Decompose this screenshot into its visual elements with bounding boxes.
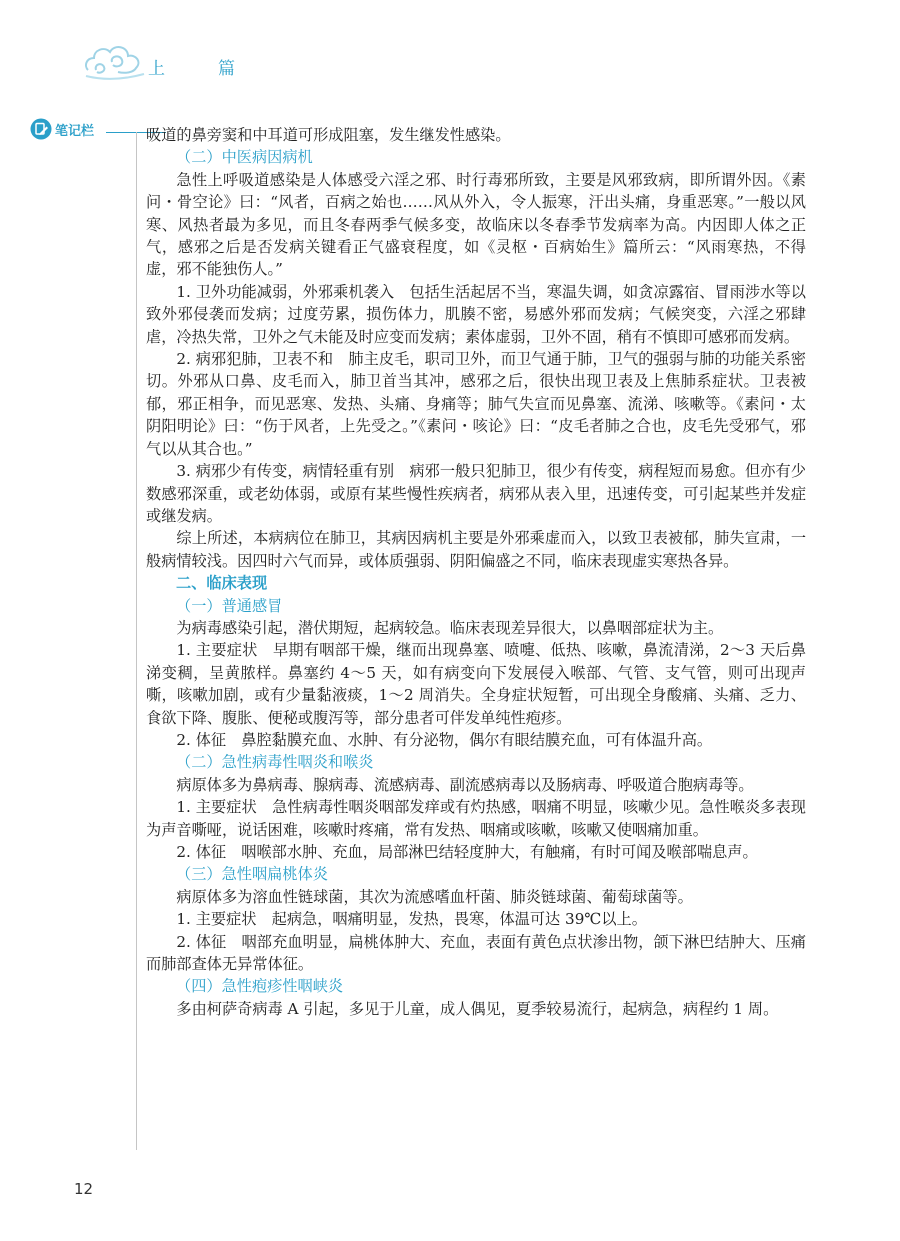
paragraph: 为病毒感染引起，潜伏期短，起病较急。临床表现差异很大，以鼻咽部症状为主。 <box>176 618 724 637</box>
margin-rule <box>136 132 137 1150</box>
subheading: （三）急性咽扁桃体炎 <box>176 865 328 884</box>
notes-label: 笔记栏 <box>55 124 95 139</box>
paragraph: 3. 病邪少有传变，病情轻重有别 病邪一般只犯肺卫，很少有传变，病程短而易愈。但亦有少数感邪深重，或老幼体弱，或原有某些慢性疾病者，病邪从表入里，迅速传变，可引起某些并发症或继发病。 <box>146 462 806 525</box>
subheading: （一）普通感冒 <box>176 596 283 615</box>
paragraph: 2. 体征 咽部充血明显，扁桃体肿大、充血，表面有黄色点状渗出物，颌下淋巴结肿大、压痛而肺部查体无异常体征。 <box>146 932 806 974</box>
paragraph: 1. 卫外功能减弱，外邪乘机袭入 包括生活起居不当，寒温失调，如贪凉露宿、冒雨涉水等以致外邪侵袭而发病；过度劳累，损伤体力，肌腠不密，易感外邪而发病；气候突变，六淫之邪肆虐，冷热失常，卫外之气未能及时应变而发病；素体虚弱，卫外不固，稍有不慎即可感邪而发病。 <box>146 282 806 346</box>
cloud-ornament-icon <box>82 40 146 84</box>
notebook-pen-icon <box>30 118 52 140</box>
paragraph: 病原体多为鼻病毒、腺病毒、流感病毒、副流感病毒以及肠病毒、呼吸道合胞病毒等。 <box>176 775 754 794</box>
subheading: （二）中医病因病机 <box>176 148 313 167</box>
paragraph: 1. 主要症状 早期有咽部干燥，继而出现鼻塞、喷嚏、低热、咳嗽，鼻流清涕，2～3 天后鼻涕变稠，呈黄脓样。鼻塞约 4～5 天，如有病变向下发展侵入喉部、气管、支气管，则可出现声嘶，咳嗽加剧，或有少量黏液痰，1～2 周消失。全身症状短暂，可出现全身酸痛、头痛、乏力、食欲下降、腹胀、便秘或腹泻等，部分患者可伴发单纯性疱疹。 <box>146 641 806 727</box>
page-header <box>82 40 342 100</box>
paragraph: 吸道的鼻旁窦和中耳道可形成阻塞，发生继发性感染。 <box>146 126 511 144</box>
paragraph: 综上所述，本病病位在肺卫，其病因病机主要是外邪乘虚而入，以致卫表被郁，肺失宣肃，一般病情较浅。因四时六气而异，或体质强弱、阴阳偏盛之不同，临床表现虚实寒热各异。 <box>146 529 806 570</box>
paragraph: 1. 主要症状 起病急，咽痛明显，发热，畏寒，体温可达 39℃以上。 <box>176 910 647 929</box>
section-heading: 二、临床表现 <box>176 574 268 593</box>
paragraph: 病原体多为溶血性链球菌，其次为流感嗜血杆菌、肺炎链球菌、葡萄球菌等。 <box>176 887 693 906</box>
subheading: （二）急性病毒性咽炎和喉炎 <box>176 753 374 772</box>
paragraph: 1. 主要症状 急性病毒性咽炎咽部发痒或有灼热感，咽痛不明显，咳嗽少见。急性喉炎多表现为声音嘶哑，说话困难，咳嗽时疼痛，常有发热、咽痛或咳嗽，咳嗽又使咽痛加重。 <box>146 798 806 839</box>
paragraph: 2. 病邪犯肺，卫表不和 肺主皮毛，职司卫外，而卫气通于肺，卫气的强弱与肺的功能关系密切。外邪从口鼻、皮毛而入，肺卫首当其冲，感邪之后，很快出现卫表及上焦肺系症状。卫表被郁，邪正相争，而见恶寒、发热、头痛、身痛等；肺气失宣而见鼻塞、流涕、咳嗽等。《素问・太阴阳明论》曰：“伤于风者，上先受之。”《素问・咳论》曰：“皮毛者肺之合也，皮毛先受邪气，邪气以从其合也。” <box>146 350 806 458</box>
paragraph: 急性上呼吸道感染是人体感受六淫之邪、时行毒邪所致，主要是风邪致病，即所谓外因。《素问・骨空论》曰：“风者，百病之始也……风从外入，令人振寒，汗出头痛，身重恶寒。”一般以风寒、风热者最为多见，而且冬春两季气候多变，故临床以冬春季节发病率为高。内因即人体之正气，感邪之后是否发病关键看正气盛衰程度，如《灵枢・百病始生》篇所云：“风雨寒热，不得虚，邪不能独伤人。” <box>146 170 806 279</box>
page-number: 12 <box>74 1180 94 1198</box>
paragraph: 2. 体征 咽喉部水肿、充血，局部淋巴结轻度肿大，有触痛，有时可闻及喉部喘息声。 <box>176 843 758 861</box>
section-title: 上 篇 <box>148 59 253 79</box>
main-content <box>146 124 806 1020</box>
paragraph: 多由柯萨奇病毒 A 引起，多见于儿童，成人偶见，夏季较易流行，起病急，病程约 1 周。 <box>176 999 779 1018</box>
paragraph: 2. 体征 鼻腔黏膜充血、水肿、有分泌物，偶尔有眼结膜充血，可有体温升高。 <box>176 730 713 749</box>
subheading: （四）急性疱疹性咽峡炎 <box>176 977 344 996</box>
